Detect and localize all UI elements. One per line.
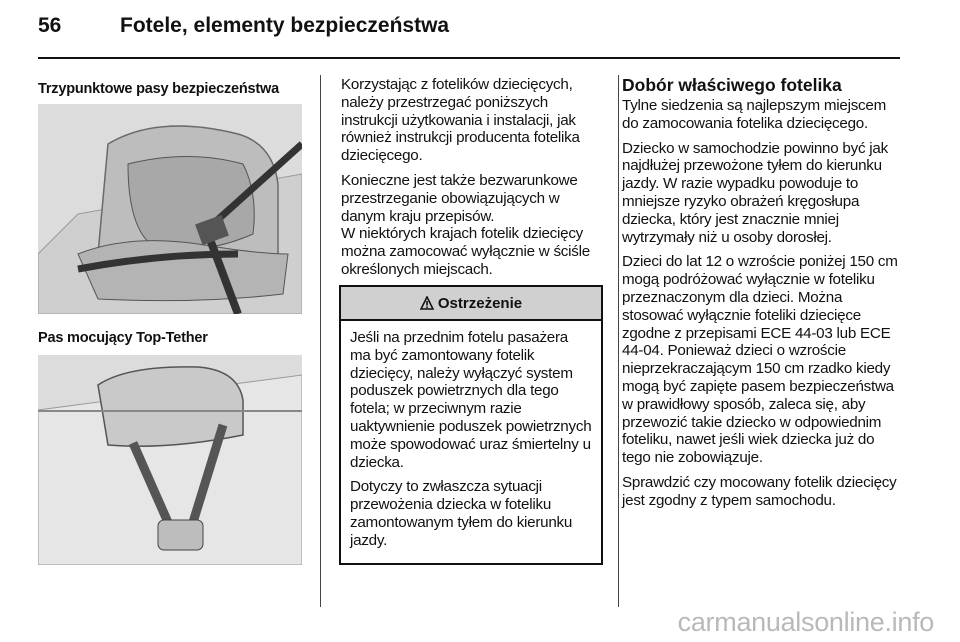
paragraph-age-height: Dzieci do lat 12 o wzroście poniżej 150 cm mogą podróżować wyłącznie w foteliku przeznaczonym dla dzieci. Można stosować wyłącznie foteliki dziecięce zgodne z przepisami ECE 44-03 lub ECE 44-04. Ponieważ dzieci o wzroście nieprzekraczającym 150 cm rzadko kiedy mogą być zapięte pasem bezpieczeństwa w prawidłowy sposób, zaleca się, aby przewozić takie dziecko w odpowiednim foteliku, nawet jeśli wiek dziecka już do tego nie zobowiązuje.	[622, 253, 898, 467]
warning-box	[339, 285, 603, 565]
paragraph-rear-facing: Dziecko w samochodzie powinno być jak najdłużej przewożone tyłem do kierunku jazdy. W razie wypadku powoduje to mniejsze ryzyko obrażeń kręgosłupa dziecka, który jest znacznie mniej wytrzymały niż u osoby dorosłej.	[622, 139, 888, 246]
right-column	[622, 76, 904, 517]
paragraph-regulations: Konieczne jest także bezwarunkowe przestrzeganie obowiązujących w danym kraju przepisów.	[341, 171, 578, 225]
top-tether-illustration-svg	[38, 355, 302, 565]
figure-caption-top-tether: Pas mocujący Top-Tether	[38, 330, 208, 346]
section-heading: Dobór właściwego fotelika	[622, 75, 842, 95]
figure-caption-seat-belt: Trzypunktowe pasy bezpieczeństwa	[38, 81, 279, 97]
warning-paragraph-airbag: Jeśli na przednim fotelu pasażera ma być zamontowany fotelik dziecięcy, należy wyłączyć system poduszek powietrznych dla tego fotela; w przeciwnym razie uaktywnienie poduszek powietrznych może spowodować uraz śmiertelny u dziecka.	[350, 329, 592, 471]
top-tether-illustration	[38, 355, 302, 565]
paragraph-compatibility: Sprawdzić czy mocowany fotelik dziecięcy jest zgodny z typem samochodu.	[622, 473, 897, 509]
warning-header	[341, 287, 601, 321]
warning-paragraph-rear-facing: Dotyczy to zwłaszcza sytuacji przewożenia dziecka w foteliku zamontowanym tyłem do kierunku jazdy.	[350, 478, 573, 549]
warning-body	[341, 321, 601, 563]
page-title: Fotele, elementy bezpieczeństwa	[120, 14, 450, 37]
child-seat-illustration-svg	[38, 104, 302, 314]
middle-column	[341, 76, 603, 286]
paragraph-rear-seats: Tylne siedzenia są najlepszym miejscem do zamocowania fotelika dziecięcego.	[622, 97, 886, 132]
column-divider-right	[618, 75, 619, 607]
page-header	[38, 14, 449, 44]
column-divider-left	[320, 75, 321, 607]
paragraph-instructions: Korzystając z fotelików dziecięcych, należy przestrzegać poniższych instrukcji użytkowania i instalacji, jak również instrukcji producenta fotelika dziecięcego.	[341, 76, 580, 165]
child-seat-belt-illustration	[38, 104, 302, 314]
warning-title: Ostrzeżenie	[437, 294, 523, 312]
header-rule	[38, 57, 900, 59]
paragraph-countries: W niektórych krajach fotelik dziecięcy można zamocować wyłącznie w ściśle określonych miejscach.	[341, 225, 590, 278]
warning-triangle-icon	[420, 296, 434, 310]
page-number: 56	[38, 14, 62, 37]
watermark: carmanualsonline.info	[677, 607, 934, 637]
